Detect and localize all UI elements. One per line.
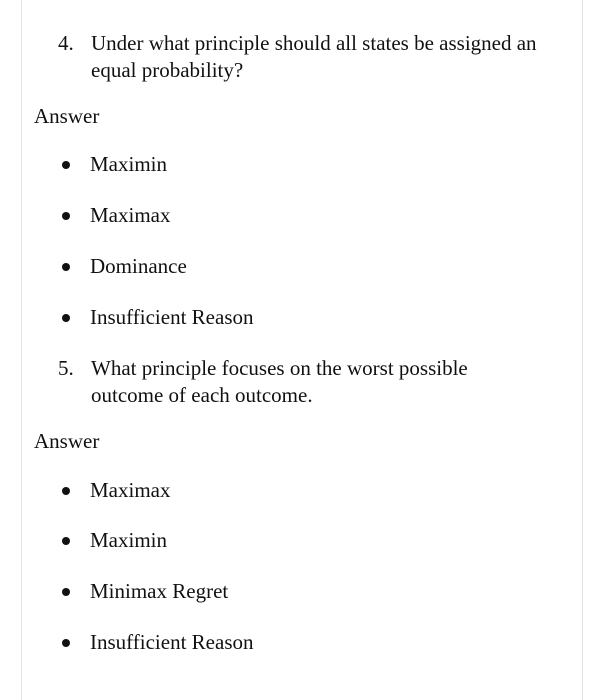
question-number: 5. [58, 356, 74, 380]
left-border [21, 0, 22, 700]
question-4 [58, 30, 573, 84]
answer-label: Answer [34, 104, 100, 128]
bullet-icon [62, 588, 70, 596]
option-label: Maximin [90, 152, 167, 176]
option-label: Minimax Regret [90, 579, 229, 603]
bullet-icon [62, 314, 70, 322]
answer-option[interactable] [62, 202, 170, 229]
bullet-icon [62, 161, 70, 169]
answer-label: Answer [34, 429, 100, 453]
answer-option[interactable] [62, 629, 254, 656]
option-label: Dominance [90, 254, 187, 278]
answer-option[interactable] [62, 151, 167, 178]
answer-option[interactable] [62, 253, 187, 280]
question-text: What principle focuses on the worst possible outcome of each outcome. [91, 356, 468, 407]
option-label: Maximax [90, 203, 171, 227]
question-number: 4. [58, 31, 74, 55]
bullet-icon [62, 212, 70, 220]
bullet-icon [62, 537, 70, 545]
option-label: Maximax [90, 478, 171, 502]
option-label: Insufficient Reason [90, 630, 254, 654]
answer-option[interactable] [62, 477, 170, 504]
answer-option[interactable] [62, 304, 254, 331]
bullet-icon [62, 263, 70, 271]
bullet-icon [62, 487, 70, 495]
right-border [582, 0, 583, 700]
option-label: Insufficient Reason [90, 305, 254, 329]
question-5 [58, 355, 573, 409]
option-label: Maximin [90, 528, 167, 552]
bullet-icon [62, 639, 70, 647]
answer-option[interactable] [62, 578, 228, 605]
answer-option[interactable] [62, 527, 167, 554]
question-text: Under what principle should all states be assigned an equal probability? [91, 31, 537, 82]
